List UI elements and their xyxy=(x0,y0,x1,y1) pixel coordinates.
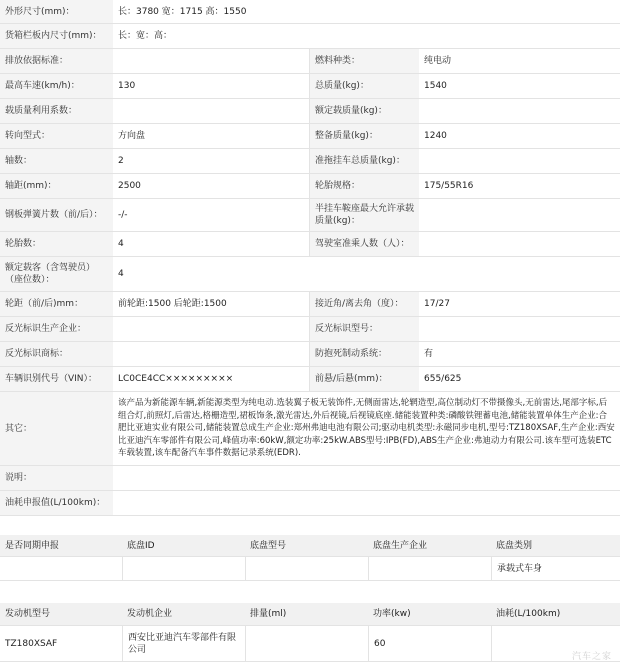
overhang-value: 655/625 xyxy=(419,367,620,391)
chassis-cell xyxy=(245,557,368,580)
abs-value: 有 xyxy=(419,342,620,366)
rated-load-label: 额定载质量(kg)： xyxy=(309,99,419,123)
cab-capacity-value xyxy=(419,232,620,256)
fuel-type-value: 纯电动 xyxy=(419,49,620,73)
track-label: 轮距（前/后)mm： xyxy=(0,292,113,316)
reflector-brand-value xyxy=(113,342,309,366)
spec-row xyxy=(0,292,620,317)
reflector-maker-value xyxy=(113,317,309,341)
seats-value: 4 xyxy=(113,257,620,291)
spec-row xyxy=(0,99,620,124)
other-label: 其它： xyxy=(0,392,113,465)
outer-dims-value: 长：3780 宽：1715 高：1550 xyxy=(113,0,620,23)
engine-cell xyxy=(245,626,368,661)
emission-value xyxy=(113,49,309,73)
kerb-weight-label: 整备质量(kg)： xyxy=(309,124,419,148)
axles-value: 2 xyxy=(113,149,309,173)
track-value: 前轮距:1500 后轮距:1500 xyxy=(113,292,309,316)
note-label: 说明： xyxy=(0,466,113,490)
chassis-header: 底盘ID xyxy=(127,540,155,551)
axles-label: 轴数： xyxy=(0,149,113,173)
approach-angle-value: 17/27 xyxy=(419,292,620,316)
cargo-dims-value: 长：宽：高： xyxy=(113,24,620,48)
spec-row xyxy=(0,124,620,149)
chassis-cell xyxy=(368,557,491,580)
trailer-weight-label: 准拖挂车总质量(kg)： xyxy=(309,149,419,173)
spec-row xyxy=(0,0,620,24)
gross-weight-value: 1540 xyxy=(419,74,620,98)
spec-row xyxy=(0,317,620,342)
chassis-header: 底盘型号 xyxy=(250,540,287,551)
saddle-load-value xyxy=(419,199,620,231)
approach-angle-label: 接近角/离去角（度）： xyxy=(309,292,419,316)
engine-cell: 60 xyxy=(368,626,491,661)
cargo-dims-label: 货箱栏板内尺寸(mm)： xyxy=(0,24,113,48)
vin-value: LC0CE4CC××××××××× xyxy=(113,367,309,391)
chassis-cell xyxy=(0,557,122,580)
engine-header: 发动机型号 xyxy=(5,609,51,619)
watermark: 汽车之家 xyxy=(571,652,612,662)
emission-label: 排放依据标准： xyxy=(0,49,113,73)
kerb-weight-value: 1240 xyxy=(419,124,620,148)
engine-header-row xyxy=(0,603,620,626)
load-util-value xyxy=(113,99,309,123)
spec-row xyxy=(0,367,620,392)
fuel-decl-value xyxy=(113,491,620,515)
outer-dims-label: 外形尺寸(mm)： xyxy=(0,0,113,23)
vin-label: 车辆识别代号（VIN）： xyxy=(0,367,113,391)
load-util-label: 载质量利用系数： xyxy=(0,99,113,123)
seats-label: 额定载客（含驾驶员）（座位数）： xyxy=(0,257,113,291)
spec-row xyxy=(0,466,620,491)
tires-count-label: 轮胎数： xyxy=(0,232,113,256)
reflector-model-label: 反光标识型号： xyxy=(309,317,419,341)
spec-row xyxy=(0,74,620,99)
engine-header: 排量(ml) xyxy=(250,609,287,619)
spec-row xyxy=(0,199,620,232)
chassis-header-row xyxy=(0,535,620,557)
max-speed-label: 最高车速(km/h)： xyxy=(0,74,113,98)
reflector-model-value xyxy=(419,317,620,341)
gross-weight-label: 总质量(kg)： xyxy=(309,74,419,98)
max-speed-value: 130 xyxy=(113,74,309,98)
wheelbase-label: 轴距(mm)： xyxy=(0,174,113,198)
spec-row xyxy=(0,342,620,367)
spec-row xyxy=(0,232,620,257)
chassis-data-row xyxy=(0,557,620,581)
leaf-spring-label: 钢板弹簧片数（前/后）： xyxy=(0,199,113,231)
chassis-table xyxy=(0,535,620,581)
engine-header: 功率(kw) xyxy=(373,609,411,619)
reflector-brand-label: 反光标识商标： xyxy=(0,342,113,366)
tire-spec-value: 175/55R16 xyxy=(419,174,620,198)
spec-row xyxy=(0,257,620,292)
spec-row xyxy=(0,24,620,49)
note-value xyxy=(113,466,620,490)
engine-data-row xyxy=(0,626,620,662)
chassis-cell: 承载式车身 xyxy=(491,557,620,580)
trailer-weight-value xyxy=(419,149,620,173)
leaf-spring-value: -/- xyxy=(113,199,309,231)
reflector-maker-label: 反光标识生产企业： xyxy=(0,317,113,341)
fuel-decl-label: 油耗申报值(L/100km)： xyxy=(0,491,113,515)
engine-header: 发动机企业 xyxy=(127,609,173,619)
spec-row xyxy=(0,49,620,74)
engine-cell: 西安比亚迪汽车零部件有限公司 xyxy=(122,626,245,661)
cab-capacity-label: 驾驶室准乘人数（人）： xyxy=(309,232,419,256)
tire-spec-label: 轮胎规格： xyxy=(309,174,419,198)
steering-label: 转向型式： xyxy=(0,124,113,148)
spec-row xyxy=(0,491,620,516)
steering-value: 方向盘 xyxy=(113,124,309,148)
other-value: 该产品为新能源车辆,新能源类型为纯电动.选装翼子板无装饰件,无侧面雷达,轮辋造型,高位制动灯不带摄像头,无前雷达,尾部字标,后组合灯,前照灯,后雷达,格栅造型,裙板饰条,激光雷达,外后视镜,后视镜底座.储能装置种类:磷酸铁锂蓄电池,储能装置单体生产企业:合肥比亚迪实业有限公司,储能装置总成生产企业:郑州弗迪电池有限公司;驱动电机类型:永磁同步电机,型号:TZ180XSAF,生产企业:西安比亚迪汽车零部件有限公司,峰值功率:60kW,额定功率:25kW.ABS型号:IPB(FD),ABS生产企业:弗迪动力有限公司.该车型可选装ETC车载装置,该车配备汽车事件数据记录系统(EDR). xyxy=(113,392,620,465)
tires-count-value: 4 xyxy=(113,232,309,256)
chassis-header: 底盘生产企业 xyxy=(373,540,428,551)
engine-cell: TZ180XSAF xyxy=(5,638,58,649)
spec-row xyxy=(0,149,620,174)
wheelbase-value: 2500 xyxy=(113,174,309,198)
chassis-header: 底盘类别 xyxy=(496,540,533,551)
saddle-load-label: 半挂车鞍座最大允许承载质量(kg)： xyxy=(309,199,419,231)
rated-load-value xyxy=(419,99,620,123)
overhang-label: 前悬/后悬(mm)： xyxy=(309,367,419,391)
spec-row xyxy=(0,392,620,466)
spec-row xyxy=(0,174,620,199)
fuel-type-label: 燃料种类： xyxy=(309,49,419,73)
engine-table xyxy=(0,603,620,662)
engine-header: 油耗(L/100km) xyxy=(496,609,561,619)
chassis-cell xyxy=(122,557,245,580)
abs-label: 防抱死制动系统： xyxy=(309,342,419,366)
chassis-header: 是否同期申报 xyxy=(5,540,60,551)
